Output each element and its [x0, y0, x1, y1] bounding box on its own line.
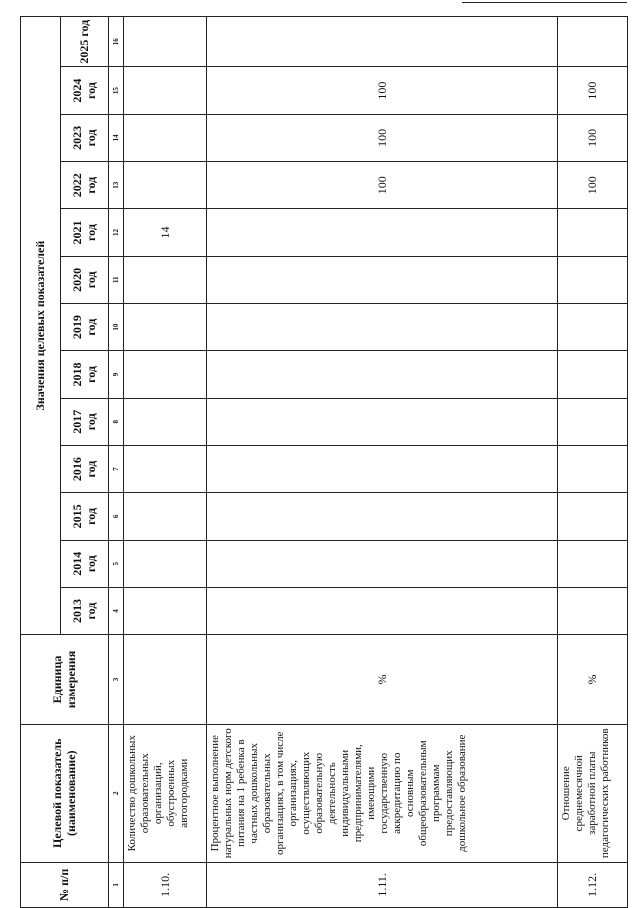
- column-number: 5: [109, 540, 124, 587]
- header-year: 2018 год: [61, 351, 109, 398]
- row-unit: %: [207, 635, 558, 725]
- header-year: 2013 год: [61, 587, 109, 634]
- column-number: 11: [109, 256, 124, 303]
- column-number: 16: [109, 17, 124, 67]
- row-value: [124, 540, 207, 587]
- row-value: [124, 493, 207, 540]
- row-value: [558, 256, 628, 303]
- row-value: [124, 398, 207, 445]
- row-value: [207, 398, 558, 445]
- column-number: 3: [109, 635, 124, 725]
- table-row: [124, 17, 207, 908]
- row-value: [558, 587, 628, 634]
- column-number: 10: [109, 304, 124, 351]
- header-year: 2015 год: [61, 493, 109, 540]
- header-year: 2014 год: [61, 540, 109, 587]
- row-value: [207, 304, 558, 351]
- row-value: [124, 114, 207, 161]
- row-value: [124, 445, 207, 492]
- row-unit: %: [558, 635, 628, 725]
- row-value: [124, 67, 207, 114]
- row-value: [558, 540, 628, 587]
- header-values-group: Значения целевых показателей: [21, 17, 61, 635]
- row-value: [207, 587, 558, 634]
- row-value: [124, 256, 207, 303]
- header-year: 2017 год: [61, 398, 109, 445]
- row-value: 100: [558, 114, 628, 161]
- column-number: 14: [109, 114, 124, 161]
- column-number: 6: [109, 493, 124, 540]
- header-unit: Единица измерения: [21, 635, 109, 725]
- row-indicator-name: Отношение среднемесячной заработной платы педагогических работников: [558, 724, 628, 862]
- row-value: [558, 351, 628, 398]
- top-rule-line: [462, 2, 627, 3]
- column-number: 1: [109, 862, 124, 907]
- column-number-row: [109, 17, 124, 908]
- column-number: 13: [109, 162, 124, 209]
- table-row: [207, 17, 558, 908]
- column-number: 7: [109, 445, 124, 492]
- row-number: 1.11.: [207, 862, 558, 907]
- header-indicator: Целевой показатель (наименование): [21, 724, 109, 862]
- row-value: 100: [558, 67, 628, 114]
- row-value: [124, 351, 207, 398]
- column-number: 9: [109, 351, 124, 398]
- row-value: [558, 209, 628, 256]
- header-year: 2021 год: [61, 209, 109, 256]
- row-value: [558, 304, 628, 351]
- table-row: [558, 17, 628, 908]
- rotated-table-container: [20, 16, 628, 908]
- header-no: № п/п: [21, 862, 109, 907]
- row-number: 1.10.: [124, 862, 207, 907]
- header-year: 2024 год: [61, 67, 109, 114]
- row-value: [124, 17, 207, 67]
- column-number: 15: [109, 67, 124, 114]
- row-value: [207, 351, 558, 398]
- row-value: [207, 493, 558, 540]
- row-indicator-name: Процентное выполнение натуральных норм детского питания на 1 ребенка в частных дошкольных образовательных организациях, в том числе организациях, осуществляющих образовательную деятельность индивидуальными предпринимателями, имеющими государственную аккредитацию по основным общеобразовательным программам предоставляющих дошкольное образование: [207, 724, 558, 862]
- row-value: [558, 17, 628, 67]
- row-value: [558, 445, 628, 492]
- row-value: [558, 398, 628, 445]
- header-year: 2016 год: [61, 445, 109, 492]
- row-value: 100: [207, 114, 558, 161]
- row-value: 100: [207, 162, 558, 209]
- row-value: [124, 587, 207, 634]
- row-value: [558, 493, 628, 540]
- row-indicator-name: Количество дошкольных образовательных организаций, обустроенных автогородками: [124, 724, 207, 862]
- column-number: 4: [109, 587, 124, 634]
- column-number: 2: [109, 724, 124, 862]
- header-year: 2019 год: [61, 304, 109, 351]
- header-year: 2023 год: [61, 114, 109, 161]
- row-value: [124, 304, 207, 351]
- row-value: 100: [207, 67, 558, 114]
- row-value: [207, 17, 558, 67]
- row-value: [207, 540, 558, 587]
- row-value: [207, 209, 558, 256]
- row-number: 1.12.: [558, 862, 628, 907]
- row-value: [207, 445, 558, 492]
- column-number: 8: [109, 398, 124, 445]
- row-value: [207, 256, 558, 303]
- row-unit: [124, 635, 207, 725]
- header-year: 2025 год: [61, 17, 109, 67]
- row-value: [124, 162, 207, 209]
- target-indicators-table: [20, 16, 628, 908]
- row-value: 14: [124, 209, 207, 256]
- column-number: 12: [109, 209, 124, 256]
- header-year: 2022 год: [61, 162, 109, 209]
- header-year: 2020 год: [61, 256, 109, 303]
- row-value: 100: [558, 162, 628, 209]
